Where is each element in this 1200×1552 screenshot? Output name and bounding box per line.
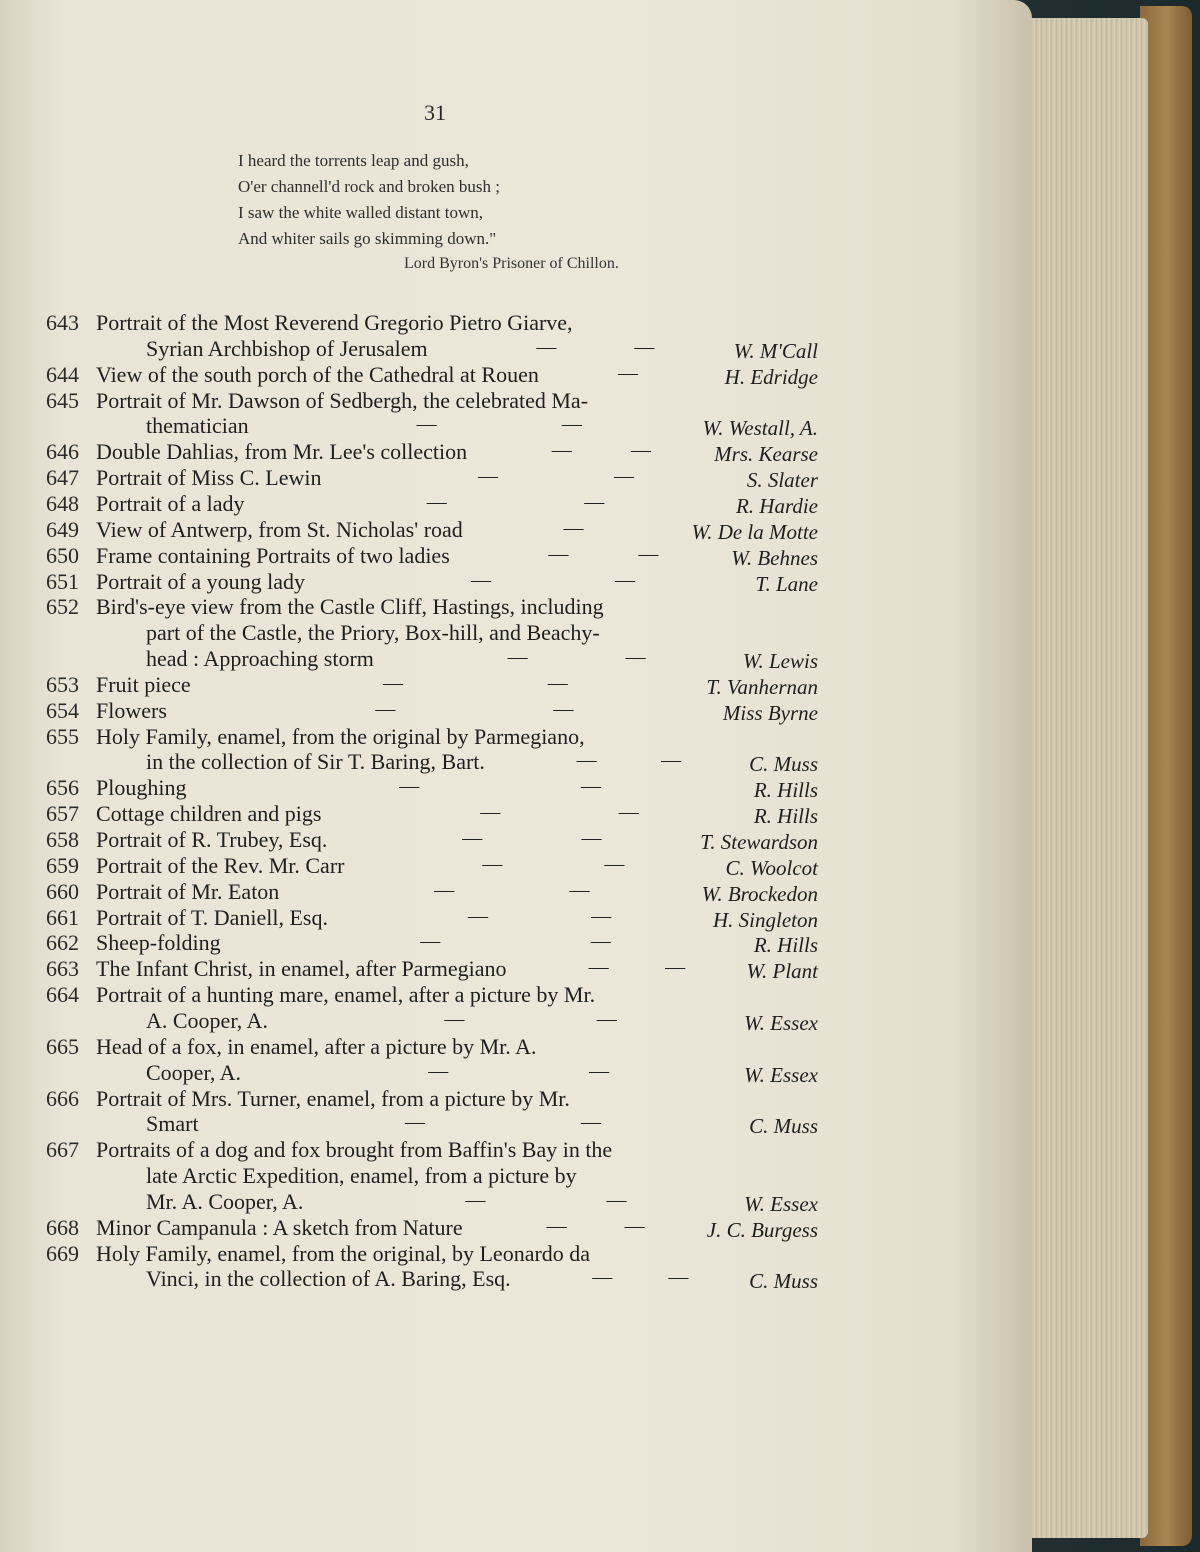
- entry-number: 644: [46, 361, 79, 387]
- entry-number: 667: [46, 1137, 79, 1163]
- leader-dash: —: [592, 1266, 613, 1289]
- entry-title-line: late Arctic Expedition, enamel, from a picture by: [146, 1163, 577, 1189]
- entry-title-line: View of the south porch of the Cathedral at Rouen: [96, 361, 539, 387]
- leader-dash: —: [375, 697, 396, 720]
- entry-artist: W. Plant: [746, 959, 818, 984]
- leader-dash: —: [471, 568, 491, 591]
- entry-artist: R. Hardie: [735, 493, 818, 518]
- leader-dash: —: [548, 542, 569, 565]
- epigraph-attribution: Lord Byron's Prisoner of Chillon.: [404, 255, 619, 272]
- leader-dash: —: [416, 413, 437, 436]
- epigraph-line: I heard the torrents leap and gush,: [238, 151, 469, 170]
- entry-title-line: thematician: [146, 413, 249, 439]
- entry-artist: W. De la Motte: [691, 519, 818, 544]
- entry-number: 668: [46, 1214, 79, 1240]
- entry-title-line: Minor Campanula : A sketch from Nature: [96, 1214, 463, 1240]
- leader-dash: —: [553, 697, 574, 720]
- entry-artist: W. Brockedon: [701, 881, 818, 906]
- entry-artist: H. Singleton: [713, 907, 818, 932]
- entry-title-line: Portrait of the Rev. Mr. Carr: [96, 852, 345, 878]
- entry-artist: Mrs. Kearse: [714, 442, 818, 467]
- entry-title-line: A. Cooper, A.: [146, 1007, 268, 1033]
- leader-dash: —: [478, 465, 498, 488]
- entry-title-line: Ploughing: [96, 775, 187, 801]
- entry-number: 646: [46, 439, 79, 465]
- leader-dash: —: [618, 801, 639, 824]
- leader-dash: —: [482, 852, 503, 875]
- leader-dash: —: [428, 1059, 449, 1082]
- entry-title-line: Portrait of Miss C. Lewin: [96, 465, 322, 491]
- epigraph-line: I saw the white walled distant town,: [238, 203, 484, 222]
- entry-artist: T. Stewardson: [700, 830, 818, 854]
- epigraph-line: O'er channell'd rock and broken bush ;: [238, 177, 500, 196]
- leader-dash: —: [581, 1111, 601, 1134]
- leader-dash: —: [426, 490, 447, 513]
- leader-dash: —: [606, 1188, 627, 1211]
- entry-number: 645: [46, 387, 79, 413]
- leader-dash: —: [563, 516, 584, 539]
- entry-artist: W. Essex: [744, 1191, 818, 1216]
- entry-number: 654: [46, 697, 79, 723]
- leader-dash: —: [546, 1214, 567, 1237]
- entry-title-line: Holy Family, enamel, from the original, by Leonardo da: [96, 1240, 591, 1266]
- entry-artist: W. M'Call: [733, 338, 818, 363]
- entry-title-line: Syrian Archbishop of Jerusalem: [146, 335, 428, 361]
- entry-title-line: Mr. A. Cooper, A.: [146, 1188, 304, 1214]
- entry-number: 655: [46, 723, 79, 749]
- leader-dash: —: [507, 646, 528, 669]
- entry-title-line: part of the Castle, the Priory, Box-hill, and Beachy-: [146, 620, 600, 646]
- entry-number: 659: [46, 852, 79, 878]
- entry-title-line: View of Antwerp, from St. Nicholas' road: [96, 516, 463, 542]
- entry-title-line: Portrait of a hunting mare, enamel, after a picture by Mr.: [96, 982, 596, 1008]
- entry-title-line: head : Approaching storm: [146, 646, 374, 672]
- entry-title-line: Holy Family, enamel, from the original by Parmegiano,: [96, 723, 585, 749]
- leader-dash: —: [591, 904, 612, 927]
- entry-title-line: Portrait of Mr. Dawson of Sedbergh, the celebrated Ma-: [96, 387, 589, 413]
- page-fore-edge: [1028, 18, 1148, 1538]
- leader-dash: —: [465, 1188, 486, 1211]
- leader-dash: —: [576, 749, 597, 772]
- leader-dash: —: [615, 568, 635, 591]
- leader-dash: —: [580, 775, 601, 798]
- leader-dash: —: [480, 801, 501, 824]
- entry-artist: T. Vanhernan: [706, 674, 818, 699]
- entry-artist: W. Behnes: [731, 545, 818, 570]
- entry-number: 652: [46, 594, 79, 620]
- entry-number: 653: [46, 671, 79, 697]
- entry-number: 666: [46, 1085, 79, 1111]
- entry-artist: T. Lane: [755, 571, 818, 596]
- entry-number: 665: [46, 1033, 79, 1059]
- entry-number: 650: [46, 542, 79, 568]
- leader-dash: —: [665, 956, 686, 979]
- leader-dash: —: [581, 827, 602, 849]
- entry-title-line: Double Dahlias, from Mr. Lee's collection: [96, 439, 468, 465]
- entry-title-line: Cottage children and pigs: [96, 801, 322, 827]
- leader-dash: —: [604, 852, 625, 875]
- entry-artist: R. Hills: [753, 804, 818, 829]
- entry-artist: Miss Byrne: [722, 700, 818, 725]
- entry-artist: C. Muss: [749, 752, 818, 777]
- entry-title-line: Bird's-eye view from the Castle Cliff, Hastings, including: [96, 594, 604, 620]
- entry-number: 660: [46, 878, 79, 904]
- leader-dash: —: [618, 361, 638, 384]
- entry-artist: C. Muss: [749, 1114, 818, 1139]
- leader-dash: —: [584, 490, 605, 513]
- entry-number: 649: [46, 516, 79, 542]
- leader-dash: —: [596, 1007, 617, 1030]
- leader-dash: —: [588, 956, 609, 979]
- leader-dash: —: [661, 749, 682, 772]
- entry-title-line: Portrait of T. Daniell, Esq.: [96, 904, 328, 930]
- leader-dash: —: [634, 335, 655, 358]
- leader-dash: —: [462, 827, 483, 849]
- leader-dash: —: [536, 335, 557, 358]
- leader-dash: —: [590, 930, 611, 953]
- entry-number: 648: [46, 490, 79, 516]
- entry-number: 643: [46, 310, 79, 335]
- entry-artist: R. Hills: [753, 933, 818, 958]
- entry-artist: W. Essex: [744, 1010, 818, 1035]
- leader-dash: —: [561, 413, 582, 436]
- entry-title-line: Frame containing Portraits of two ladies: [96, 542, 450, 568]
- page-number: 31: [424, 100, 446, 125]
- entry-title-line: Portrait of R. Trubey, Esq.: [96, 827, 328, 852]
- entry-number: 658: [46, 827, 79, 852]
- entry-title-line: in the collection of Sir T. Baring, Bart.: [146, 749, 485, 775]
- entry-title-line: Portrait of a young lady: [96, 568, 305, 594]
- entry-artist: W. Essex: [744, 1062, 818, 1087]
- entry-artist: W. Westall, A.: [702, 416, 818, 441]
- entry-number: 656: [46, 775, 79, 801]
- leader-dash: —: [468, 904, 488, 927]
- entry-number: 662: [46, 930, 79, 956]
- entry-artist: H. Edridge: [724, 364, 818, 389]
- leader-dash: —: [624, 1214, 645, 1237]
- leader-dash: —: [638, 542, 659, 565]
- entry-artist: W. Lewis: [742, 649, 818, 674]
- leader-dash: —: [405, 1111, 425, 1134]
- leader-dash: —: [399, 775, 420, 798]
- entry-number: 657: [46, 801, 79, 827]
- leader-dash: —: [551, 439, 572, 462]
- leader-dash: —: [589, 1059, 610, 1082]
- entry-title-line: Vinci, in the collection of A. Baring, Esq.: [146, 1266, 511, 1292]
- leader-dash: —: [434, 878, 455, 901]
- entry-title-line: Portrait of Mrs. Turner, enamel, from a picture by Mr.: [96, 1085, 570, 1111]
- leader-dash: —: [444, 1007, 465, 1030]
- entry-number: 647: [46, 465, 79, 491]
- leader-dash: —: [383, 671, 403, 694]
- entry-artist: R. Hills: [753, 778, 818, 803]
- entry-title-line: Portrait of a lady: [96, 490, 245, 516]
- leader-dash: —: [547, 671, 568, 694]
- entry-number: 664: [46, 982, 79, 1008]
- entry-artist: C. Muss: [749, 1269, 818, 1294]
- leader-dash: —: [614, 465, 634, 488]
- entry-title-line: Portrait of the Most Reverend Gregorio Pietro Giarve,: [96, 310, 573, 335]
- entry-title-line: Head of a fox, in enamel, after a picture by Mr. A.: [96, 1033, 537, 1059]
- entry-title-line: Portrait of Mr. Eaton: [96, 878, 280, 904]
- entry-title-line: Portraits of a dog and fox brought from Baffin's Bay in the: [96, 1137, 613, 1163]
- entry-title-line: Sheep-folding: [96, 930, 221, 956]
- entry-title-line: Fruit piece: [96, 671, 191, 697]
- leader-dash: —: [420, 930, 441, 953]
- entry-title-line: The Infant Christ, in enamel, after Parmegiano: [96, 956, 507, 982]
- entry-title-line: Cooper, A.: [146, 1059, 242, 1085]
- leader-dash: —: [630, 439, 651, 462]
- entry-number: 661: [46, 904, 79, 930]
- entry-artist: C. Woolcot: [725, 855, 818, 880]
- leader-dash: —: [569, 878, 590, 901]
- entry-artist: J. C. Burgess: [706, 1217, 818, 1242]
- entry-number: 663: [46, 956, 79, 982]
- entry-number: 651: [46, 568, 79, 594]
- entry-number: 669: [46, 1240, 79, 1266]
- leader-dash: —: [668, 1266, 689, 1289]
- entry-title-line: Smart: [146, 1111, 199, 1137]
- entry-title-line: Flowers: [96, 697, 167, 723]
- leader-dash: —: [625, 646, 646, 669]
- epigraph-line: And whiter sails go skimming down.": [238, 229, 497, 248]
- entry-artist: S. Slater: [746, 468, 818, 493]
